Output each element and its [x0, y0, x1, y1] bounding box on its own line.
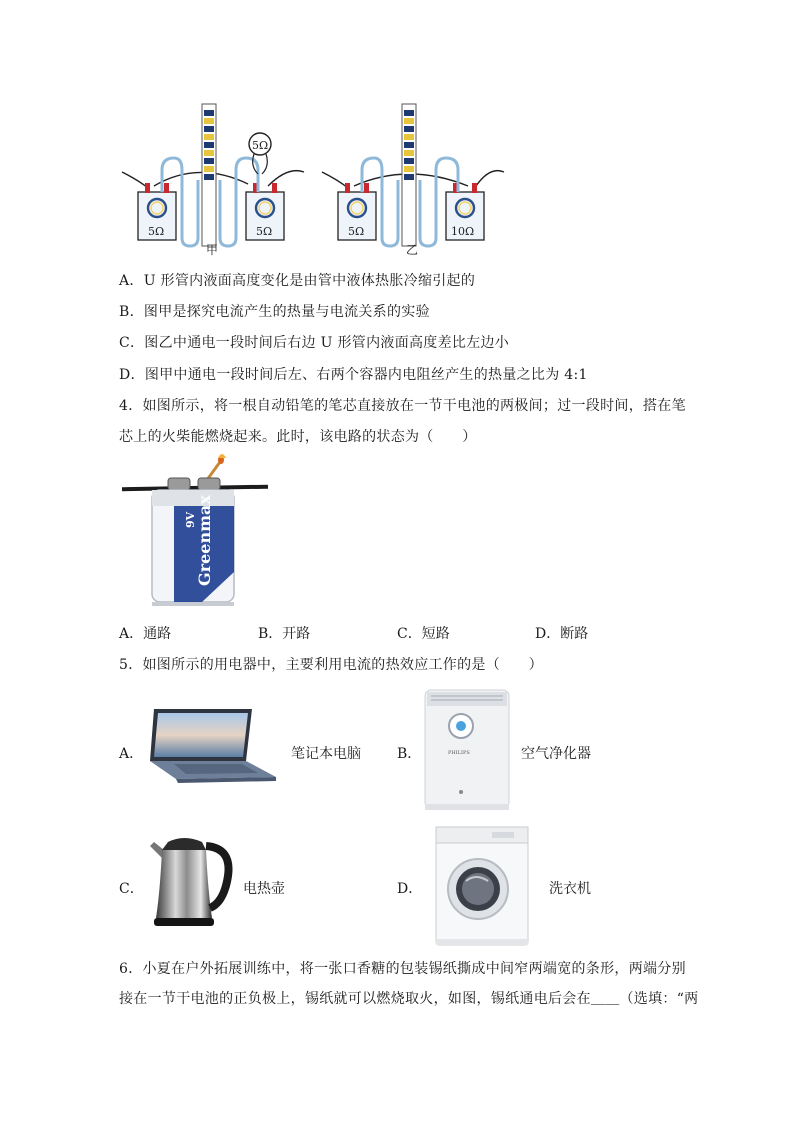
yi-label: 乙 — [406, 243, 419, 257]
q5-stem: 5．如图所示的用电器中，主要利用电流的热效应工作的是（ ） — [119, 657, 543, 673]
q5-option-a-letter: A． — [119, 746, 144, 762]
q5-option-b-letter: B． — [397, 746, 422, 762]
q5-option-d-label: 洗衣机 — [549, 881, 591, 897]
q4-option-b: B．开路 — [258, 626, 311, 642]
q3-option-a: A．U 形管内液面高度变化是由管中液体热胀冷缩引起的 — [119, 273, 476, 289]
q3-option-d: D．图甲中通电一段时间后左、右两个容器内电阻丝产生的热量之比为 4:1 — [119, 367, 588, 383]
battery-brand: Greenmax — [195, 495, 214, 586]
electric-kettle-image — [146, 832, 234, 930]
q5-option-a-label: 笔记本电脑 — [291, 746, 361, 762]
air-purifier-brand: PHILIPS — [448, 750, 470, 756]
air-purifier-image — [421, 688, 513, 813]
yi-right-box-resistor-label: 10Ω — [451, 225, 475, 238]
laptop-image — [146, 707, 278, 783]
jia-right-box-resistor-label: 5Ω — [256, 225, 273, 238]
q3-option-b: B．图甲是探究电流产生的热量与电流关系的实验 — [119, 304, 430, 320]
battery-pencil-lead-figure — [118, 452, 270, 610]
q6-stem-line1: 6．小夏在户外拓展训练中，将一张口香糖的包装锡纸撕成中间窄两端宽的条形，两端分别 — [119, 961, 686, 977]
q4-option-d: D．断路 — [535, 626, 589, 642]
q3-option-c: C．图乙中通电一段时间后右边 U 形管内液面高度差比左边小 — [119, 335, 510, 351]
q4-option-c: C．短路 — [397, 626, 450, 642]
q5-option-b-label: 空气净化器 — [521, 746, 591, 762]
q5-option-c-letter: C． — [119, 881, 144, 897]
jia-external-resistor-label: 5Ω — [252, 139, 269, 152]
jia-left-box-resistor-label: 5Ω — [148, 225, 165, 238]
q4-stem-line1: 4．如图所示，将一根自动铅笔的笔芯直接放在一节干电池的两极间；过一段时间，搭在笔 — [119, 398, 686, 414]
q5-option-c-label: 电热壶 — [243, 881, 285, 897]
q6-stem-line2: 接在一节干电池的正负极上，锡纸就可以燃烧取火，如图，锡纸通电后会在＿＿（选填：“两 — [119, 991, 699, 1007]
washing-machine-image — [432, 825, 532, 949]
jia-label: 甲 — [206, 243, 219, 257]
q4-stem-line2: 芯上的火柴能燃烧起来。此时，该电路的状态为（ ） — [119, 429, 477, 445]
q4-option-a: A．通路 — [119, 626, 172, 642]
q5-option-d-letter: D． — [397, 881, 423, 897]
u-tube-experiment-figure — [118, 100, 508, 258]
battery-voltage: 9V — [184, 511, 197, 528]
yi-left-box-resistor-label: 5Ω — [348, 225, 365, 238]
